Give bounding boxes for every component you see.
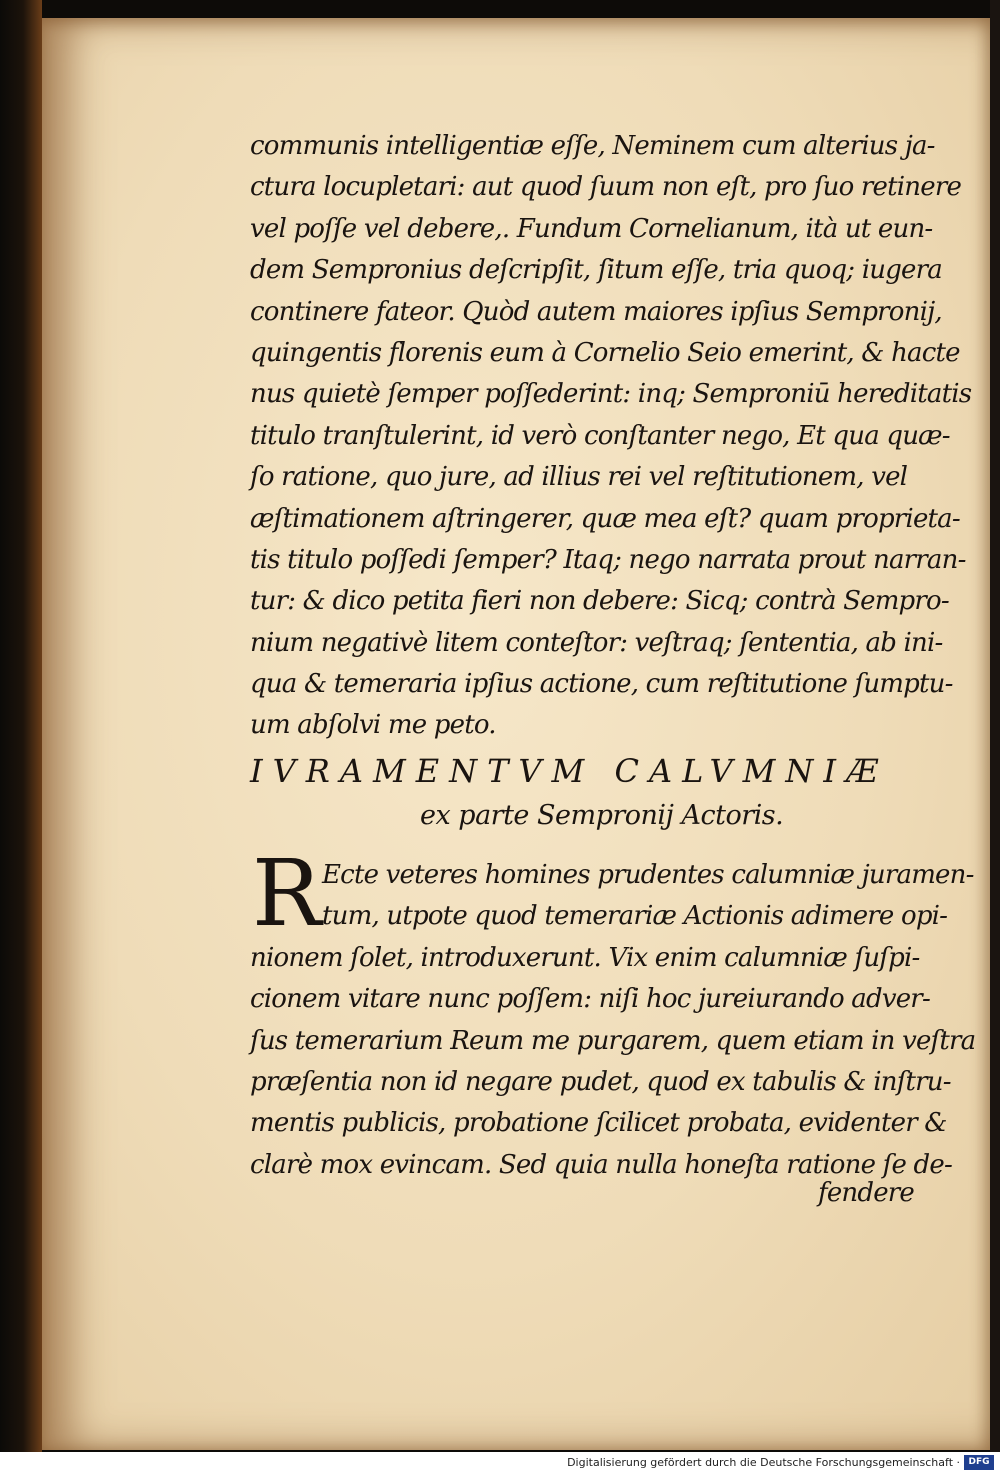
text-line: Ecte veteres homines prudentes calumniæ juramen- [322,860,974,890]
section-subheading: ex parte Sempronij Actoris. [420,800,784,831]
footer-credit: Digitalisierung gefördert durch die Deutsche Forschungsgemeinschaft · [567,1456,960,1469]
text-line: æſtimationem aſtringerer, quæ mea eſt? quam proprieta- [250,503,960,534]
text-line: ſo ratione, quo jure, ad illius rei vel reſtitutionem, vel [250,462,908,493]
binding-edge [0,0,42,1452]
text-line: quingentis florenis eum à Cornelio Seio emerint, & hacte [250,337,960,368]
text-line: communis intelligentiæ eſſe, Neminem cum alterius ja- [250,131,935,161]
text-line: titulo tranſtulerint, id verò conſtanter nego, Et qua quæ- [250,420,950,451]
text-line: dem Sempronius deſcripſit, ſitum eſſe, tria quoq; iugera [250,255,942,286]
paragraph-first [250,126,972,747]
text-line: præſentia non id negare pudet, quod ex tabulis & inſtru- [250,1066,951,1097]
right-margin-edge [990,0,1000,1452]
text-line: nionem ſolet, introduxerunt. Vix enim calumniæ ſuſpi- [250,942,920,973]
catchword: fendere [818,1178,915,1208]
text-line: nus quietè ſemper poſſederint: inq; Semproniū hereditatis [250,379,972,410]
text-line: cionem vitare nunc poſſem: niſi hoc jureiurando adver- [250,984,930,1015]
text-line: mentis publicis, probatione ſcilicet probata, evidenter & [250,1108,947,1139]
text-line: qua & temeraria ipſius actione, cum reſtitutione ſumptu- [250,669,953,700]
text-line: ſus temerarium Reum me purgarem, quem etiam in veſtra [250,1025,976,1056]
text-line: tur: & dico petita fieri non debere: Sicq; contrà Sempro- [250,586,949,617]
section-heading: IVRAMENTVM CALVMNIÆ [250,752,889,790]
text-line: nium negativè litem conteſtor: veſtraq; ſententia, ab ini- [250,627,943,658]
text-line: ctura locupletari: aut quod ſuum non eſt, pro ſuo retinere [250,172,962,203]
text-line: um abſolvi me peto. [250,710,496,741]
text-line: vel poſſe vel debere,. Fundum Cornelianum, ità ut eun- [250,213,933,244]
text-line: tum, utpote quod temerariæ Actionis adimere opi- [322,901,948,932]
dfg-logo-icon: DFG [964,1455,994,1470]
paragraph-second [250,855,976,1186]
text-line: tis titulo poſſedi ſemper? Itaq; nego narrata prout narran- [250,544,966,575]
text-line: clarè mox evincam. Sed quia nulla honeſta ratione ſe de- [250,1149,952,1180]
drop-capital: R [252,840,322,947]
text-line: continere fateor. Quòd autem maiores ipſius Sempronij, [250,296,942,327]
